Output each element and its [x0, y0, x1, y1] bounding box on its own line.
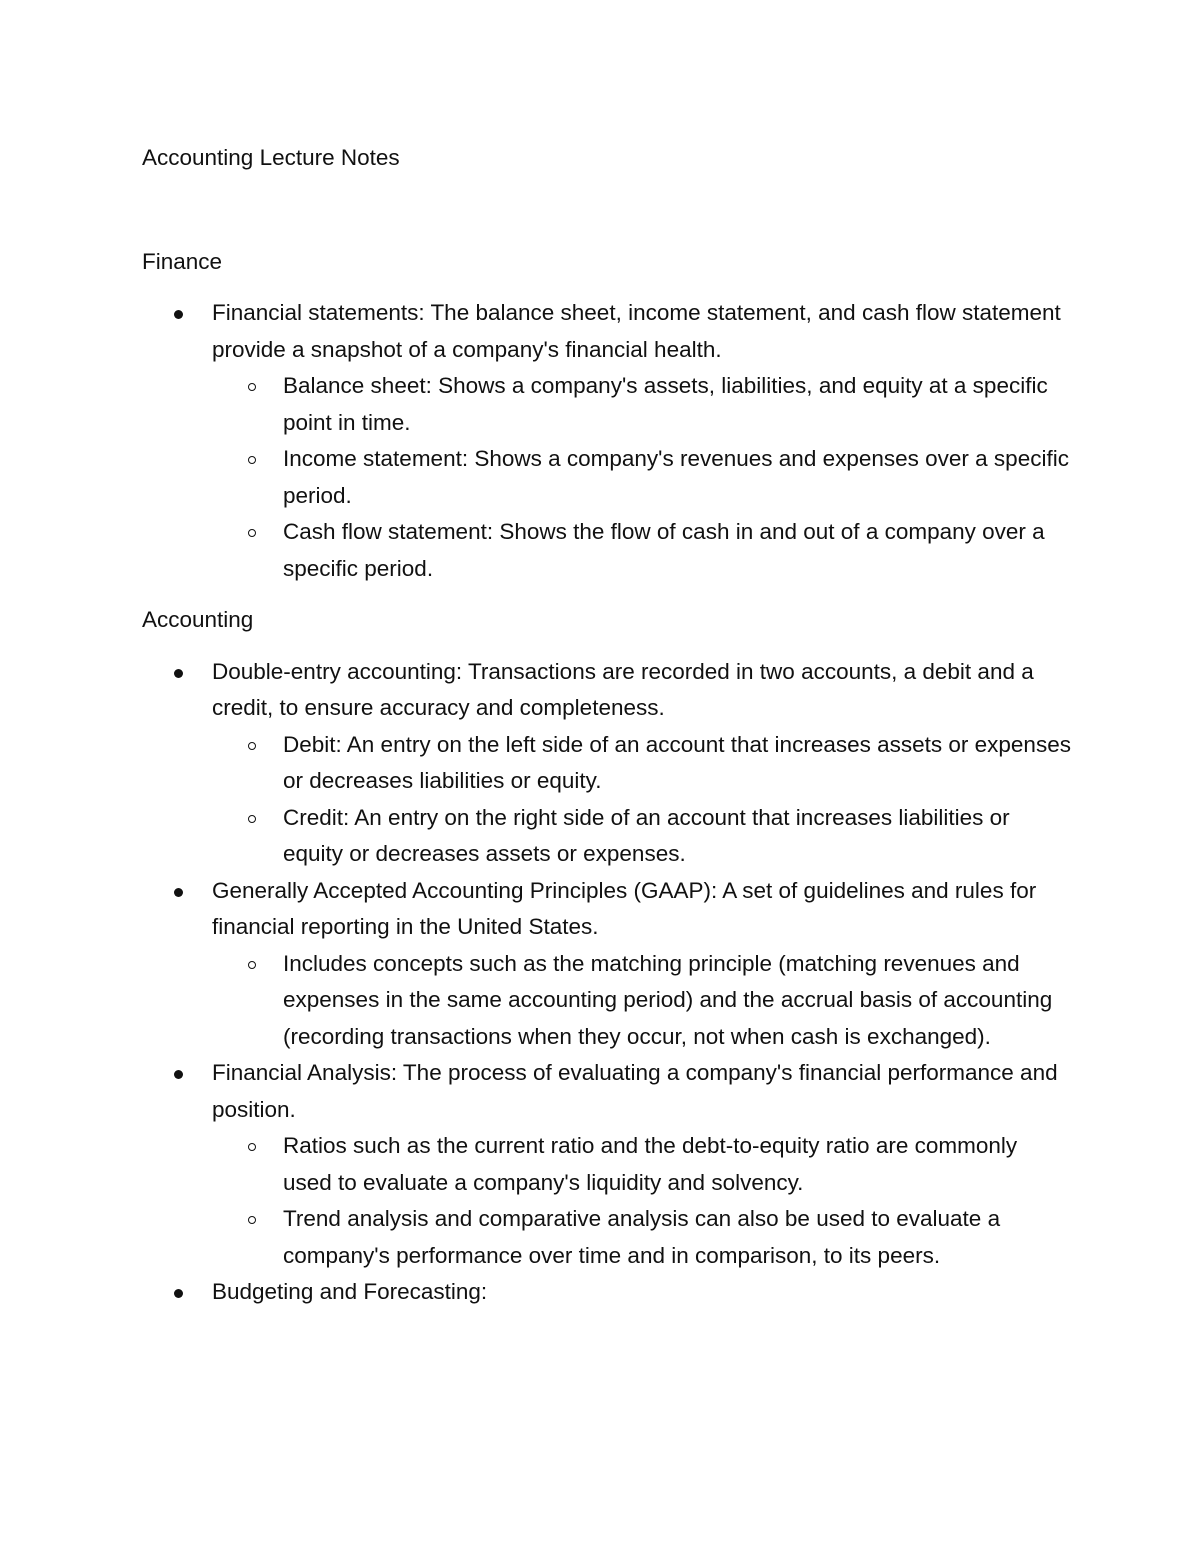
list-item — [212, 1274, 1072, 1311]
sub-list-item — [283, 514, 1072, 587]
sub-list-item-text: Includes concepts such as the matching principle (matching revenues and expenses in the same accounting period) and the accrual basis of accounting (recording transactions when they occur, not when cash is exchanged). — [283, 950, 1053, 1049]
circle-bullet-icon — [248, 1143, 256, 1151]
list-item — [212, 1055, 1072, 1274]
document-body — [142, 140, 1072, 1311]
bullet-icon — [174, 888, 183, 897]
circle-bullet-icon — [248, 456, 256, 464]
sub-list-item-text: Credit: An entry on the right side of an account that increases liabilities or equity or decreases assets or expenses. — [283, 804, 1010, 866]
sub-list-item — [283, 441, 1072, 514]
bullet-icon — [174, 1289, 183, 1298]
sub-list-item-text: Income statement: Shows a company's revenues and expenses over a specific period. — [283, 446, 1069, 508]
finance-bullet-list — [142, 295, 1072, 587]
document-title: Accounting Lecture Notes — [142, 145, 400, 170]
list-item — [212, 873, 1072, 1056]
sub-bullet-list — [212, 1128, 1072, 1274]
sub-list-item — [283, 727, 1072, 800]
list-item — [212, 654, 1072, 873]
sub-list-item — [283, 368, 1072, 441]
sub-list-item-text: Cash flow statement: Shows the flow of cash in and out of a company over a specific period. — [283, 519, 1045, 581]
sub-list-item — [283, 946, 1072, 1056]
section-heading-finance: Finance — [142, 248, 223, 274]
sub-bullet-list — [212, 946, 1072, 1056]
sub-bullet-list — [212, 727, 1072, 873]
sub-list-item — [283, 1128, 1072, 1201]
circle-bullet-icon — [248, 529, 256, 537]
sub-list-item — [283, 1201, 1072, 1274]
circle-bullet-icon — [248, 961, 256, 969]
list-item-text: Double-entry accounting: Transactions are recorded in two accounts, a debit and a credit, to ensure accuracy and completeness. — [212, 658, 1034, 720]
accounting-bullet-list — [142, 654, 1072, 1311]
list-item-text: Financial Analysis: The process of evaluating a company's financial performance and position. — [212, 1060, 1058, 1122]
circle-bullet-icon — [248, 815, 256, 823]
sub-bullet-list — [212, 368, 1072, 587]
bullet-icon — [174, 669, 183, 678]
list-item-text: Financial statements: The balance sheet, income statement, and cash flow statement provide a snapshot of a company's financial health. — [212, 300, 1061, 362]
list-item — [212, 295, 1072, 587]
circle-bullet-icon — [248, 742, 256, 750]
list-item-text: Budgeting and Forecasting: — [212, 1279, 488, 1304]
list-item-text: Generally Accepted Accounting Principles (GAAP): A set of guidelines and rules for financial reporting in the United States. — [212, 877, 1037, 939]
sub-list-item-text: Trend analysis and comparative analysis can also be used to evaluate a company's performance over time and in comparison, to its peers. — [283, 1206, 1001, 1268]
section-heading-accounting: Accounting — [142, 607, 254, 632]
sub-list-item-text: Debit: An entry on the left side of an account that increases assets or expenses or decreases liabilities or equity. — [283, 731, 1071, 793]
sub-list-item-text: Ratios such as the current ratio and the debt-to-equity ratio are commonly used to evaluate a company's liquidity and solvency. — [283, 1133, 1018, 1195]
circle-bullet-icon — [248, 1216, 256, 1224]
sub-list-item — [283, 800, 1072, 873]
bullet-icon — [174, 310, 183, 319]
sub-list-item-text: Balance sheet: Shows a company's assets, liabilities, and equity at a specific point in time. — [283, 373, 1048, 435]
circle-bullet-icon — [248, 383, 256, 391]
bullet-icon — [174, 1070, 183, 1079]
